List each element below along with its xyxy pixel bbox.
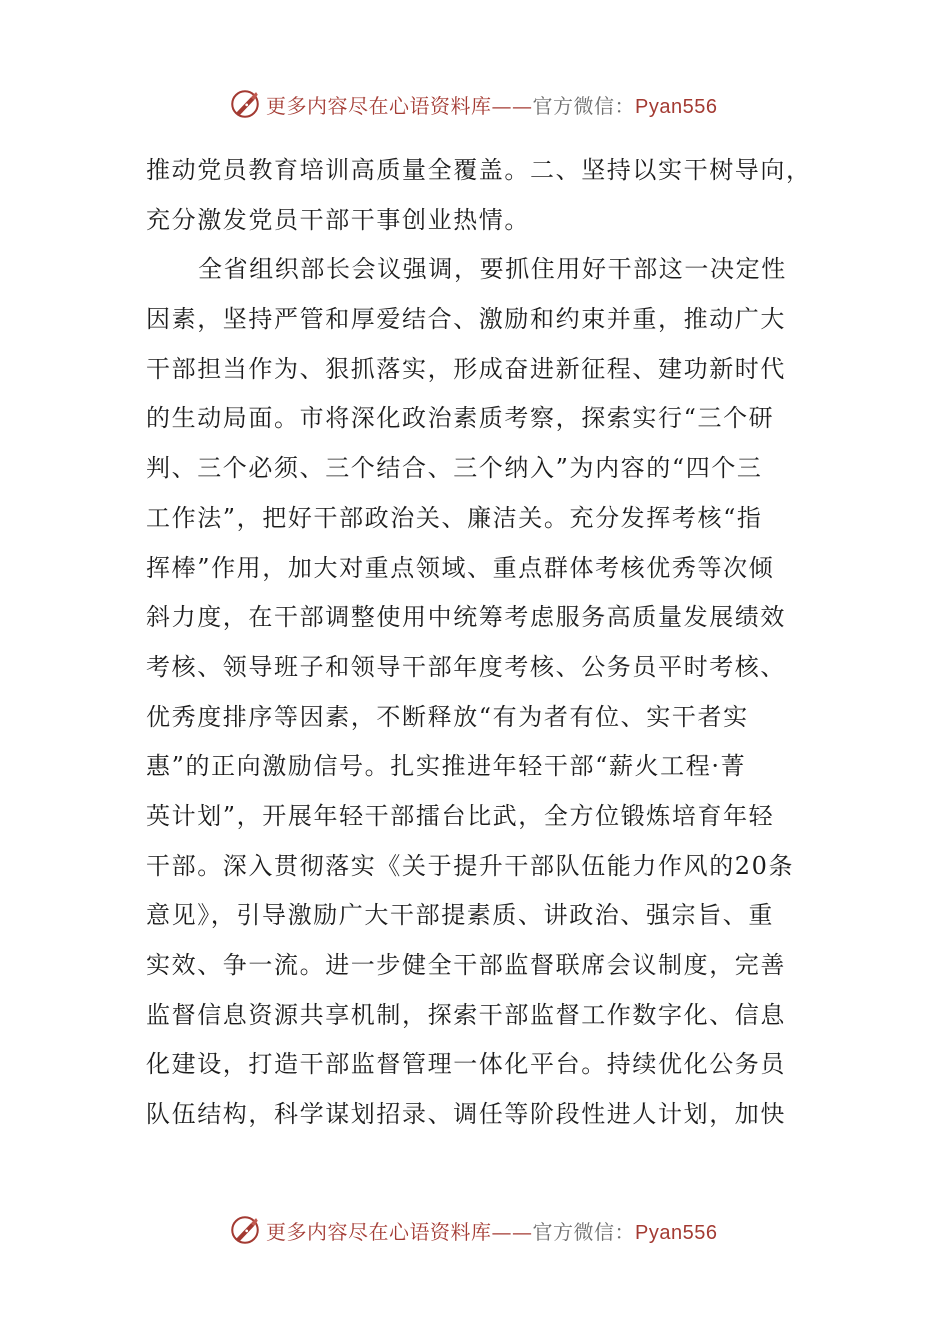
text-line: 考核、领导班子和领导干部年度考核、公务员平时考核、 [146,652,786,681]
text-line: 挥棒”作用，加大对重点领域、重点群体考核优秀等次倾 [146,553,775,582]
header-watermark [228,84,728,124]
text-line: 推动党员教育培训高质量全覆盖。二、坚持以实干树导向， [146,156,812,184]
text-line: 实效、争一流。进一步健全干部监督联席会议制度，完善 [146,951,786,979]
watermark-dash: —— [491,93,533,118]
text-line: 充分激发党员干部干事创业热情。 [146,205,530,234]
text-line: 惠”的正向激励信号。扎实推进年轻干部“薪火工程·菁 [146,752,747,781]
text-line: 全省组织部长会议强调，要抓住用好干部这一决定性 [198,255,787,284]
text-line: 工作法”，把好干部政治关、廉洁关。充分发挥考核“指 [146,503,763,532]
watermark-label: 官方微信： [532,1219,635,1244]
watermark-dash: —— [491,1219,533,1244]
text-line: 斜力度，在干部调整使用中统筹考虑服务高质量发展绩效 [146,603,786,632]
text-line: 意见》，引导激励广大干部提素质、讲政治、强宗旨、重 [146,901,774,930]
text-line: 因素，坚持严管和厚爱结合、激励和约束并重，推动广大 [146,305,786,334]
pen-nib-logo-icon [228,1213,262,1247]
watermark-wechat-id: Pyan556 [635,1221,718,1244]
text-line: 监督信息资源共享机制，探索干部监督工作数字化、信息 [146,1000,786,1029]
text-line: 化建设，打造干部监督管理一体化平台。持续优化公务员 [146,1050,786,1079]
text-line: 英计划”，开展年轻干部擂台比武，全方位锻炼培育年轻 [146,801,775,830]
footer-watermark [228,1210,728,1250]
text-line: 干部担当作为、狠抓落实，形成奋进新征程、建功新时代 [146,354,786,383]
watermark-label: 官方微信： [532,93,635,118]
watermark-site-text: 更多内容尽在心语资料库 [266,93,492,118]
text-line: 队伍结构，科学谋划招录、调任等阶段性进人计划，加快 [146,1100,786,1129]
body-text [146,146,812,1140]
text-line: 的生动局面。市将深化政治素质考察，探索实行“三个研 [146,404,775,433]
watermark-text [266,1216,717,1245]
pen-nib-logo-icon [228,87,262,121]
text-line: 干部。深入贯彻落实《关于提升干部队伍能力作风的20条 [146,851,795,880]
watermark-wechat-id: Pyan556 [635,95,718,118]
text-line: 优秀度排序等因素，不断释放“有为者有位、实干者实 [146,702,749,731]
text-line: 判、三个必须、三个结合、三个纳入”为内容的“四个三 [146,454,763,483]
watermark-site-text: 更多内容尽在心语资料库 [266,1219,492,1244]
watermark-text [266,90,717,119]
